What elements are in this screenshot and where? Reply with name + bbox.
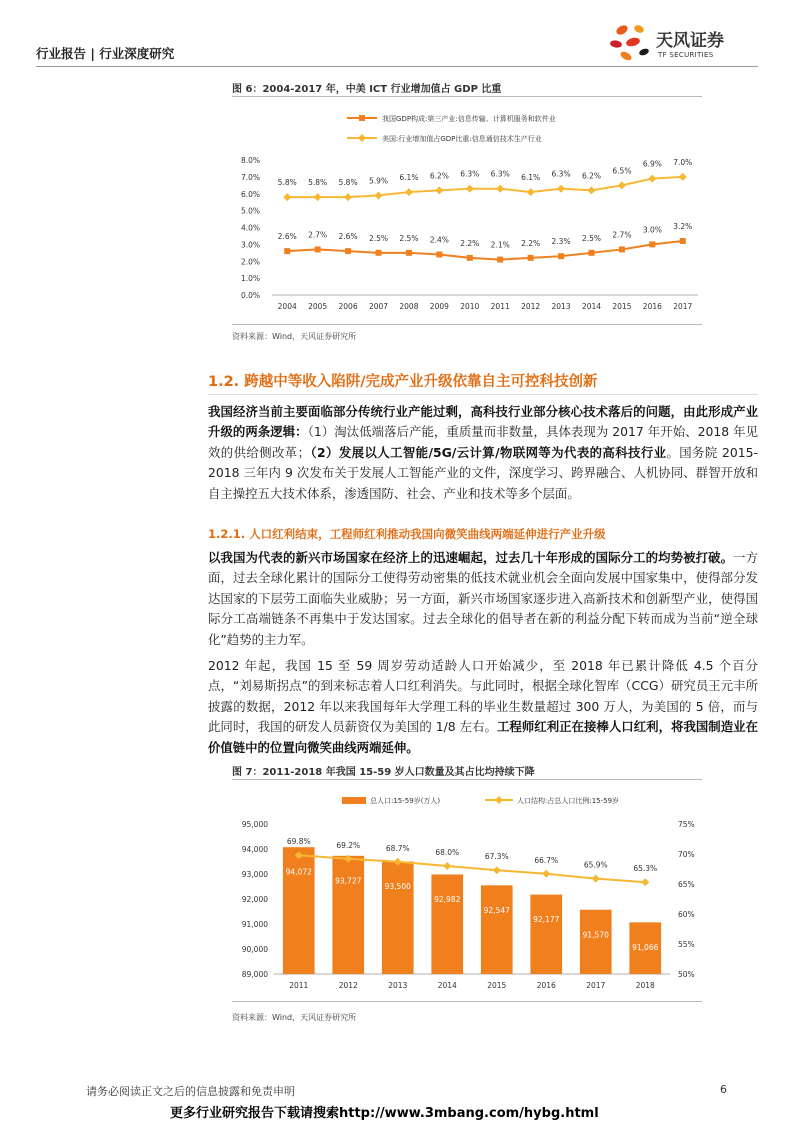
bar-value-label: 93,500: [384, 882, 411, 891]
x-tick-label: 2014: [581, 302, 602, 311]
x-tick-label: 2012: [338, 981, 358, 990]
section-1-2-text-1: （1）淘汰低端落后产能，重质量而非数量，具体表现为 2017 年开始、2018 年见效的供给侧改革；: [208, 424, 758, 460]
paragraph-2-text: 2012 年起，我国 15 至 59 周岁劳动适龄人口开始减少，至 2018 年已累计降低 4.5 个百分点，“刘易斯拐点”的到来标志着人口红利消失。与此同时，根据全球化智库（CCG）研究员王元丰所披露的数据，2012 年以来我国每年大学理工科的毕业生数量超过 300 万人，为美国的 5 倍，而与此同时，我国的研发人员薪资仅为美国的 1/8 左右。: [208, 658, 758, 735]
figure6-source: 资料来源：Wind，天风证券研究所: [232, 332, 357, 341]
data-label: 6.2%: [581, 171, 602, 181]
x-tick-label: 2015: [612, 302, 632, 311]
disclaimer-note: 请务必阅读正文之后的信息披露和免责申明: [86, 1085, 295, 1098]
figure6-chart: [232, 100, 702, 325]
line-point: [493, 866, 501, 874]
section-1-2-bold-1: 我国经济当前主要面临部分传统行业产能过剩，高科技行业部分核心技术落后的问题，由此形成产业升级的两条逻辑：: [208, 404, 758, 440]
y-left-tick-label: 90,000: [241, 945, 268, 954]
logo-text-en: TF SECURITIES: [658, 51, 714, 59]
data-label: 6.3%: [490, 169, 510, 179]
x-tick-label: 2016: [642, 302, 662, 311]
header-divider: [36, 66, 758, 67]
x-tick-label: 2011: [490, 302, 510, 311]
bar-value-label: 93,727: [335, 876, 362, 886]
x-tick-label: 2017: [586, 981, 606, 990]
y-tick-label: 2.0%: [240, 257, 260, 267]
data-label: 2.7%: [612, 230, 632, 240]
data-point: [557, 185, 565, 193]
figure6-bottom-rule: [232, 324, 702, 325]
x-tick-label: 2014: [437, 981, 457, 990]
figure7-source: 资料来源：Wind，天风证券研究所: [232, 1013, 357, 1022]
data-point: [679, 173, 687, 181]
section-1-2-bold-2: （2）发展以人工智能/5G/云计算/物联网等为代表的高科技行业: [310, 444, 667, 460]
legend-marker: [495, 796, 503, 804]
data-point: [467, 255, 473, 261]
data-point: [405, 188, 413, 196]
y-tick-label: 6.0%: [240, 189, 260, 199]
bar-value-label: 92,547: [483, 905, 510, 915]
line-value-label: 69.2%: [336, 840, 361, 850]
logo-text-cn: 天风证券: [656, 31, 724, 51]
x-tick-label: 2012: [521, 302, 541, 311]
y-tick-label: 1.0%: [240, 274, 260, 284]
x-tick-label: 2004: [277, 302, 297, 311]
bar: [283, 847, 315, 974]
data-label: 5.9%: [368, 176, 389, 186]
bar-value-label: 92,982: [434, 894, 461, 904]
x-tick-label: 2013: [388, 981, 408, 990]
y-tick-label: 4.0%: [240, 223, 260, 233]
y-tick-label: 0.0%: [240, 291, 260, 300]
data-point: [344, 193, 352, 201]
data-point: [435, 186, 443, 194]
data-point: [466, 185, 474, 193]
y-tick-label: 7.0%: [240, 172, 260, 182]
data-label: 5.8%: [308, 178, 328, 188]
report-category: 行业报告 | 行业深度研究: [36, 46, 175, 61]
line-value-label: 65.9%: [583, 860, 608, 870]
data-label: 2.6%: [277, 232, 297, 242]
legend-label-1: 总人口:15-59岁(万人): [370, 797, 441, 805]
section-1-2-1-heading: 1.2.1. 人口红利结束，工程师红利推动我国向微笑曲线两端延伸进行产业升级: [208, 527, 606, 541]
y-right-tick-label: 65%: [678, 880, 695, 889]
x-tick-label: 2006: [338, 302, 358, 311]
y-left-tick-label: 91,000: [241, 920, 268, 929]
y-tick-label: 3.0%: [240, 240, 260, 250]
data-label: 5.8%: [277, 178, 297, 188]
data-point: [345, 248, 351, 254]
data-label: 2.5%: [368, 233, 389, 243]
section-1-2-1-paragraph-2: [208, 656, 758, 758]
data-label: 2.2%: [521, 238, 541, 248]
x-tick-label: 2011: [289, 981, 309, 990]
line-point: [443, 862, 451, 870]
data-point: [406, 250, 412, 256]
y-left-tick-label: 92,000: [241, 895, 268, 904]
tf-securities-logo: [608, 22, 758, 66]
data-point: [497, 257, 503, 263]
line-point: [641, 878, 649, 886]
data-label: 2.4%: [429, 235, 449, 245]
data-label: 2.6%: [338, 232, 358, 242]
paragraph-2-bold: 工程师红利正在接棒人口红利，将我国制造业在价值链中的位置向微笑曲线两端延伸。: [208, 719, 758, 755]
y-left-tick-label: 95,000: [241, 820, 268, 829]
line-value-label: 66.7%: [534, 855, 559, 865]
section-1-2-paragraph: [208, 402, 758, 504]
data-label: 3.2%: [673, 222, 693, 231]
section-1-2-rule: [208, 394, 758, 395]
y-left-tick-label: 89,000: [241, 970, 268, 979]
bar-value-label: 94,072: [285, 867, 312, 877]
legend-bar-swatch: [342, 797, 366, 804]
data-point: [496, 185, 504, 193]
bar: [580, 910, 612, 974]
data-label: 6.9%: [642, 159, 662, 169]
data-point: [618, 181, 626, 189]
legend-label-2: 美国:行业增加值占GDP比重:信息通信技术生产行业: [382, 135, 542, 143]
section-1-2-1-paragraph-1: [208, 548, 758, 650]
figure6-top-rule: [232, 96, 702, 97]
paragraph-1-bold: 以我国为代表的新兴市场国家在经济上的迅速崛起，过去几十年形成的国际分工的均势被打破。: [208, 550, 734, 565]
data-label: 2.3%: [551, 237, 571, 247]
x-tick-label: 2005: [308, 302, 328, 311]
x-tick-label: 2013: [551, 302, 571, 311]
x-tick-label: 2015: [487, 981, 507, 990]
data-label: 6.5%: [612, 166, 632, 176]
data-label: 6.1%: [399, 173, 419, 183]
bar: [382, 862, 414, 975]
line-value-label: 69.8%: [286, 837, 311, 847]
data-label: 2.5%: [581, 233, 602, 243]
line-value-label: 68.7%: [385, 843, 410, 853]
y-left-tick-label: 93,000: [241, 870, 268, 879]
data-label: 2.2%: [460, 238, 480, 248]
data-label: 7.0%: [673, 157, 693, 167]
data-point: [558, 253, 564, 259]
data-label: 6.2%: [429, 171, 449, 181]
figure7-chart: [232, 786, 702, 1000]
y-tick-label: 5.0%: [240, 206, 260, 216]
y-tick-label: 8.0%: [240, 156, 260, 165]
bar: [431, 874, 463, 974]
x-tick-label: 2009: [429, 302, 449, 311]
bar: [481, 885, 513, 974]
data-point: [375, 191, 383, 199]
data-point: [527, 188, 535, 196]
figure7-title: 图 7：2011-2018 年我国 15-59 岁人口数量及其占比均持续下降: [232, 767, 535, 778]
line-value-label: 68.0%: [435, 848, 460, 857]
data-label: 5.8%: [338, 178, 358, 188]
figure7-top-rule: [232, 779, 702, 780]
y-right-tick-label: 50%: [678, 970, 695, 979]
legend-marker-1: [359, 115, 365, 121]
data-point: [284, 248, 290, 254]
y-right-tick-label: 75%: [678, 820, 695, 829]
data-label: 6.1%: [521, 173, 541, 183]
data-point: [649, 241, 655, 247]
paragraph-1-text: 一方面，过去全球化累计的国际分工使得劳动密集的低技术就业机会全面向发展中国家集中，使得部分发达国家的下层劳工面临失业威胁；另一方面，新兴市场国家逐步进入高新技术和创新型产业，使得国际分工高端链条不再集中于发达国家。过去全球化的倡导者在新的利益分配下转而成为当前“逆全球化”趋势的主力军。: [208, 550, 759, 647]
line-point: [542, 870, 550, 878]
data-point: [589, 250, 595, 256]
data-point: [314, 193, 322, 201]
data-point: [436, 252, 442, 258]
bar-value-label: 92,177: [533, 915, 560, 925]
y-right-tick-label: 55%: [678, 940, 695, 949]
x-tick-label: 2017: [673, 302, 693, 311]
data-point: [528, 255, 534, 261]
data-label: 2.7%: [308, 230, 328, 240]
x-tick-label: 2007: [368, 302, 389, 311]
bar-value-label: 91,570: [582, 930, 609, 940]
data-label: 2.1%: [490, 240, 510, 250]
legend-label-1: 我国GDP构成:第三产业:信息传输、计算机服务和软件业: [382, 115, 556, 123]
data-point: [283, 193, 291, 201]
data-label: 3.0%: [642, 225, 662, 235]
y-left-tick-label: 94,000: [241, 845, 268, 854]
bar: [332, 856, 364, 974]
page-number: 6: [720, 1083, 727, 1096]
data-label: 6.3%: [551, 169, 571, 179]
data-point: [588, 186, 596, 194]
y-right-tick-label: 60%: [678, 910, 695, 919]
figure7-bottom-rule: [232, 1001, 702, 1002]
y-right-tick-label: 70%: [678, 850, 695, 859]
figure6-title: 图 6：2004-2017 年，中美 ICT 行业增加值占 GDP 比重: [232, 84, 502, 95]
legend-label-2: 人口结构:占总人口比例:15-59岁: [517, 797, 620, 805]
data-point: [315, 246, 321, 252]
data-label: 6.3%: [460, 169, 480, 179]
x-tick-label: 2016: [536, 981, 556, 990]
data-point: [619, 246, 625, 252]
bar: [530, 895, 562, 974]
x-tick-label: 2008: [399, 302, 419, 311]
line-value-label: 65.3%: [633, 864, 658, 874]
section-1-2-text-2: 。国务院 2015- 2018 三年内 9 次发布关于发展人工智能产业的文件，深度学习、跨界融合、人机协同、群智开放和自主操控五大技术体系，渗透国防、社会、产业和技术等多个层面。: [208, 444, 758, 501]
bar-value-label: 91,066: [632, 942, 659, 952]
x-tick-label: 2018: [635, 981, 655, 990]
x-tick-label: 2010: [460, 302, 480, 311]
section-1-2-heading: 1.2. 跨越中等收入陷阱/完成产业升级依靠自主可控科技创新: [208, 374, 598, 390]
line-value-label: 67.3%: [484, 852, 509, 862]
data-point: [376, 250, 382, 256]
data-point: [648, 175, 656, 183]
data-label: 2.5%: [399, 233, 419, 243]
logo-mark-icon: [608, 22, 654, 66]
data-point: [680, 238, 686, 244]
legend-marker-2: [358, 134, 366, 142]
download-link-text[interactable]: 更多行业研究报告下载请搜索http://www.3mbang.com/hybg.html: [170, 1106, 599, 1121]
line-point: [592, 875, 600, 883]
